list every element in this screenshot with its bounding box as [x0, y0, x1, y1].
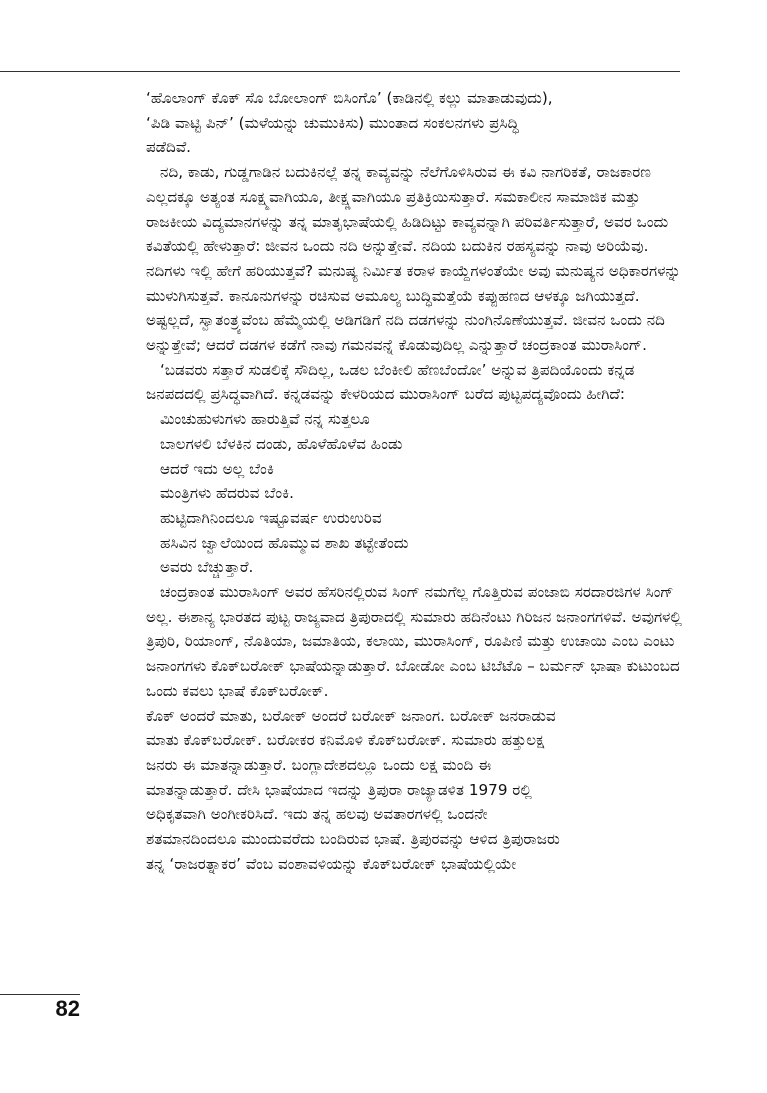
text-line: ತನ್ನ ‘ರಾಜರತ್ನಾಕರ’ ವೆಂಬ ವಂಶಾವಳಿಯನ್ನು ಕೊಕ್‌ಬರೋಕ್ ಭಾಷೆಯಲ್ಲಿಯೇ — [146, 854, 517, 873]
verse-line: ಆದರೆ ಇದು ಅಲ್ಲ ಬೆಂಕಿ — [160, 459, 274, 478]
text-line: ಮಾತು ಕೊಕ್‌ಬರೋಕ್. ಬರೋಕರ ಕನಿಮೊಳಿ ಕೊಕ್‌ಬರೋಕ್. ಸುಮಾರು ಹತ್ತುಲಕ್ಷ — [146, 731, 545, 750]
verse-line: ಅವರು ಬೆಚ್ಚುತ್ತಾರೆ. — [160, 558, 254, 577]
top-rule — [0, 71, 680, 72]
verse-line: ಬಾಲಗಳಲಿ ಬೆಳಕಿನ ದಂಡು, ಹೊಳೆಹೊಳೆವ ಹಿಂಡು — [160, 434, 403, 453]
paragraph-tripadi: ‘ಬಡವರು ಸತ್ತಾರೆ ಸುಡಲಿಕ್ಕೆ ಸೌದಿಲ್ಲ, ಒಡಲ ಬೆಂಕೀಲಿ ಹೆಣಬೆಂದೋ’ ಅನ್ನುವ ತ್ರಿಪದಿಯೊಂದು ಕನ್ನಡ ಜನಪದದಲ್ಲಿ ಪ್ರಸಿದ್ಧವಾಗಿದೆ. ಕನ್ನಡವನ್ನು ಕೇಳರಿಯದ ಮುರಾಸಿಂಗ್ ಬರೆದ ಪುಟ್ಟಪದ್ಯವೊಂದು ಹೀಗಿದೆ: — [146, 360, 635, 404]
verse-line: ಮಂತ್ರಿಗಳು ಹೆದರುವ ಬೆಂಕಿ. — [160, 484, 295, 503]
text-line: ‘ಹೊಲಾಂಗ್ ಕೊಕ್ ಸೊ ಬೋಲಾಂಗ್ ಬಿಸಿಂಗೊ’ (ಕಾಡಿನಲ್ಲಿ ಕಲ್ಲು ಮಾತಾಡುವುದು), — [146, 89, 553, 107]
text-line: ‘ಪಿಡಿ ವಾಟ್ಟಿ ಪಿನ್’ (ಮಳೆಯನ್ನು ಚುಮುಕಿಸು) ಮುಂತಾದ ಸಂಕಲನಗಳು ಪ್ರಸಿದ್ಧಿ — [146, 113, 519, 132]
verse-line: ಮಿಂಚುಹುಳುಗಳು ಹಾರುತ್ತಿವೆ ನನ್ನ ಸುತ್ತಲೂ — [160, 410, 370, 429]
paragraph-river-poet: ನದಿ, ಕಾಡು, ಗುಡ್ಡಗಾಡಿನ ಬದುಕಿನಲ್ಲೆ ತನ್ನ ಕಾವ್ಯವನ್ನು ನೆಲೆಗೊಳಿಸಿರುವ ಈ ಕವಿ ನಾಗರಿಕತೆ, ರಾಜಕಾರಣ ಎಲ್ಲದಕ್ಕೂ ಅತ್ಯಂತ ಸೂಕ್ಷ್ಮವಾಗಿಯೂ, ತೀಕ್ಷ್ಣವಾಗಿಯೂ ಪ್ರತಿಕ್ರಿಯಿಸುತ್ತಾರೆ. ಸಮಕಾಲೀನ ಸಾಮಾಜಿಕ ಮತ್ತು ರಾಜಕೀಯ ವಿದ್ಯಮಾನಗಳನ್ನು ತನ್ನ ಮಾತೃಭಾಷೆಯಲ್ಲಿ ಹಿಡಿದಿಟ್ಟು ಕಾವ್ಯವನ್ನಾಗಿ ಪರಿವರ್ತಿಸುತ್ತಾರೆ, ಅವರ ಒಂದು ಕವಿತೆಯಲ್ಲಿ ಹೇಳುತ್ತಾರೆ: ಜೀವನ ಒಂದು ನದಿ ಅನ್ನುತ್ತೇವೆ. ನದಿಯ ಬದುಕಿನ ರಹಸ್ಯವನ್ನು ನಾವು ಅರಿಯೆವು. ನದಿಗಳು ಇಲ್ಲಿ ಹೇಗೆ ಹರಿಯುತ್ತವೆ? ಮನುಷ್ಯ ನಿರ್ಮಿತ ಕರಾಳ ಕಾಯ್ದೆಗಳಂತೆಯೇ ಅವು ಮನುಷ್ಯನ ಅಧಿಕಾರಗಳನ್ನು ಮುಳುಗಿಸುತ್ತವೆ. ಕಾನೂನುಗಳನ್ನು ರಚಿಸುವ ಅಮೂಲ್ಯ ಬುದ್ಧಿಮತ್ತೆಯೆ ಕಪ್ಪುಹಣದ ಆಳಕ್ಕೂ ಜಗಿಯುತ್ತದೆ. ಅಷ್ಟಲ್ಲದೆ, ಸ್ವಾತಂತ್ರ್ಯವೆಂಬ ಹೆಮ್ಮೆಯಲ್ಲಿ ಅಡಿಗಡಿಗೆ ನದಿ ದಡಗಳನ್ನು ನುಂಗಿನೊಣೆಯುತ್ತವೆ. ಜೀವನ ಒಂದು ನದಿ ಅನ್ನುತ್ತೇವೆ; ಆದರೆ ದಡಗಳ ಕಡೆಗೆ ನಾವು ಗಮನವನ್ನೆ ಕೊಡುವುದಿಲ್ಲ ಎನ್ನುತ್ತಾರೆ ಚಂದ್ರಕಾಂತ ಮುರಾಸಿಂಗ್. — [146, 163, 681, 355]
poem-verse — [146, 407, 682, 580]
bottom-rule — [0, 994, 80, 995]
text-line: ಮಾತನ್ನಾಡುತ್ತಾರೆ. ದೇಸಿ ಭಾಷೆಯಾದ ಇದನ್ನು ತ್ರಿಪುರಾ ರಾಜ್ಯಾಡಳಿತ 1979 ರಲ್ಲಿ — [146, 780, 532, 799]
text-line: ಜನರು ಈ ಮಾತನ್ನಾಡುತ್ತಾರೆ. ಬಂಗ್ಲಾದೇಶದಲ್ಲೂ ಒಂದು ಲಕ್ಷ ಮಂದಿ ಈ — [146, 755, 492, 774]
body-text — [146, 86, 682, 877]
text-line: ಕೊಕ್ ಅಂದರೆ ಮಾತು, ಬರೋಕ್ ಅಂದರೆ ಬರೋಕ್ ಜನಾಂಗ. ಬರೋಕ್ ಜನರಾಡುವ — [146, 706, 556, 725]
verse-line: ಹಸಿವಿನ ಜ್ವಾಲೆಯಿಂದ ಹೊಮ್ಮುವ ಶಾಖ ತಟ್ಟೇತೆಂದು — [160, 533, 409, 552]
text-line: ಶತಮಾನದಿಂದಲೂ ಮುಂದುವರೆದು ಬಂದಿರುವ ಭಾಷೆ. ತ್ರಿಪುರವನ್ನು ಆಳಿದ ತ್ರಿಪುರಾಜರು — [146, 830, 560, 849]
page-number: 82 — [55, 996, 80, 1021]
text-line: ಅಧಿಕೃತವಾಗಿ ಅಂಗೀಕರಿಸಿದೆ. ಇದು ತನ್ನ ಹಲವು ಅವತಾರಗಳಲ್ಲಿ ಒಂದನೇ — [146, 805, 488, 824]
verse-line: ಹುಟ್ಟಿದಾಗಿನಿಂದಲೂ ಇಷ್ಟೂವರ್ಷ ಉರುಉರಿವ — [160, 508, 382, 527]
text-line: ಪಡೆದಿವೆ. — [146, 138, 192, 157]
paragraph-singh: ಚಂದ್ರಕಾಂತ ಮುರಾಸಿಂಗ್ ಅವರ ಹೆಸರಿನಲ್ಲಿರುವ ಸಿಂಗ್ ನಮಗೆಲ್ಲ ಗೊತ್ತಿರುವ ಪಂಜಾಬಿ ಸರದಾರಜಿಗಳ ಸಿಂಗ್ ಅಲ್ಲ. ಈಶಾನ್ಯ ಭಾರತದ ಪುಟ್ಟ ರಾಜ್ಯವಾದ ತ್ರಿಪುರಾದಲ್ಲಿ ಸುಮಾರು ಹದಿನೆಂಟು ಗಿರಿಜನ ಜನಾಂಗಗಳಿವೆ. ಅವುಗಳಲ್ಲಿ ತ್ರಿಪುರಿ, ರಿಯಾಂಗ್, ನೊತಿಯಾ, ಜಮಾತಿಯ, ಕಲಾಯಿ, ಮುರಾಸಿಂಗ್, ರೂಪಿಣಿ ಮತ್ತು ಉಚಾಯಿ ಎಂಬ ಎಂಟು ಜನಾಂಗಗಳು ಕೊಕ್‌ಬರೋಕ್ ಭಾಷೆಯನ್ನಾಡುತ್ತಾರೆ. ಬೋಡೋ ಎಂಬ ಟಿಬೆಟೊ – ಬರ್ಮನ್ ಭಾಷಾ ಕುಟುಂಬದ ಒಂದು ಕವಲು ಭಾಷೆ ಕೊಕ್‌ಬರೋಕ್. — [146, 583, 682, 700]
